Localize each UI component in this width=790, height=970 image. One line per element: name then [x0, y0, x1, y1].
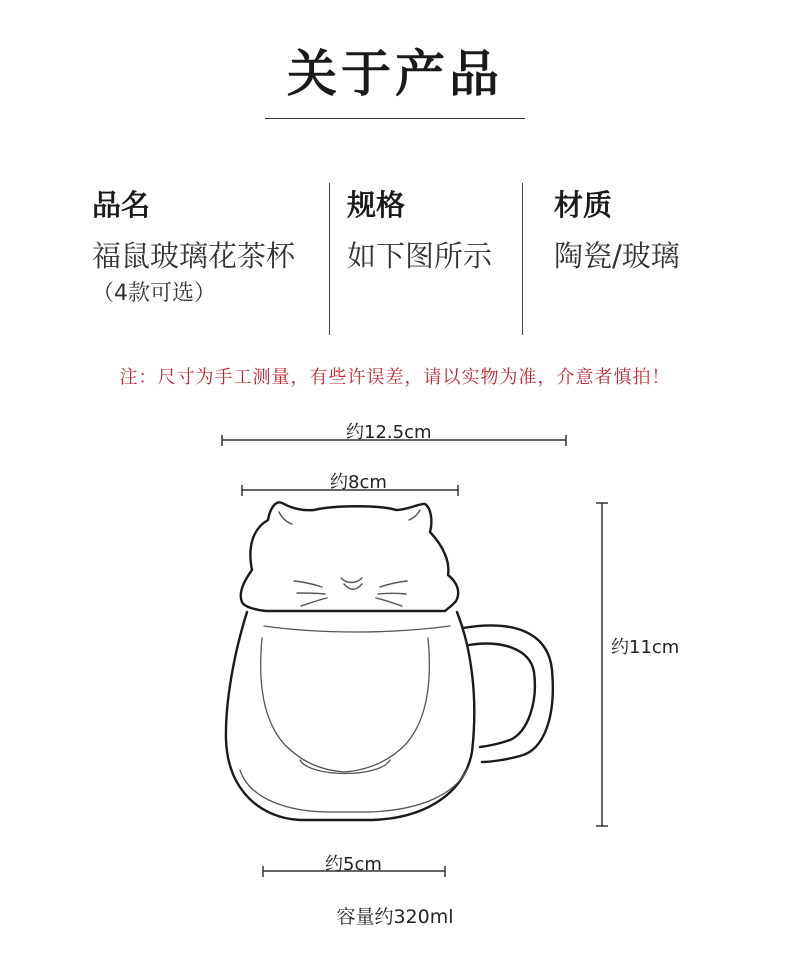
spec-value: 福鼠玻璃花茶杯 — [92, 239, 296, 273]
spec-value: 如下图所示 — [347, 239, 493, 273]
lid-width-label: 约8cm — [330, 472, 387, 493]
spec-heading: 材质 — [554, 188, 613, 222]
whisker-left-2 — [297, 593, 325, 594]
cup-body-outline — [226, 612, 474, 820]
spec-subvalue: （4款可选） — [92, 281, 216, 306]
cat-ear-inner-left — [279, 512, 292, 524]
page-title: 关于产品 — [287, 44, 503, 103]
height-label: 约11cm — [611, 637, 680, 658]
cat-lid-outline — [241, 502, 458, 611]
cat-ear-inner-right — [409, 510, 420, 520]
overall-width-label: 约12.5cm — [346, 422, 432, 443]
spec-value: 陶瓷/玻璃 — [554, 239, 680, 273]
whisker-left-1 — [294, 581, 322, 587]
base-width-label: 约5cm — [325, 854, 382, 875]
cat-mouth — [341, 578, 362, 583]
whisker-right-1 — [380, 581, 407, 587]
spec-heading: 品名 — [92, 188, 151, 222]
capacity-label: 容量约320ml — [336, 906, 454, 928]
cat-nose — [344, 584, 362, 589]
spec-heading: 规格 — [347, 188, 406, 222]
inner-glass-outline — [261, 638, 430, 772]
measurement-note: 注：尺寸为手工测量，有些许误差，请以实物为准，介意者慎拍！ — [119, 367, 671, 388]
whisker-left-3 — [301, 598, 327, 606]
whisker-right-2 — [378, 593, 406, 594]
dimension-line-height — [596, 503, 608, 826]
cup-handle-inner — [469, 644, 535, 747]
cup-rim-line — [264, 626, 450, 632]
whisker-right-3 — [376, 598, 402, 606]
